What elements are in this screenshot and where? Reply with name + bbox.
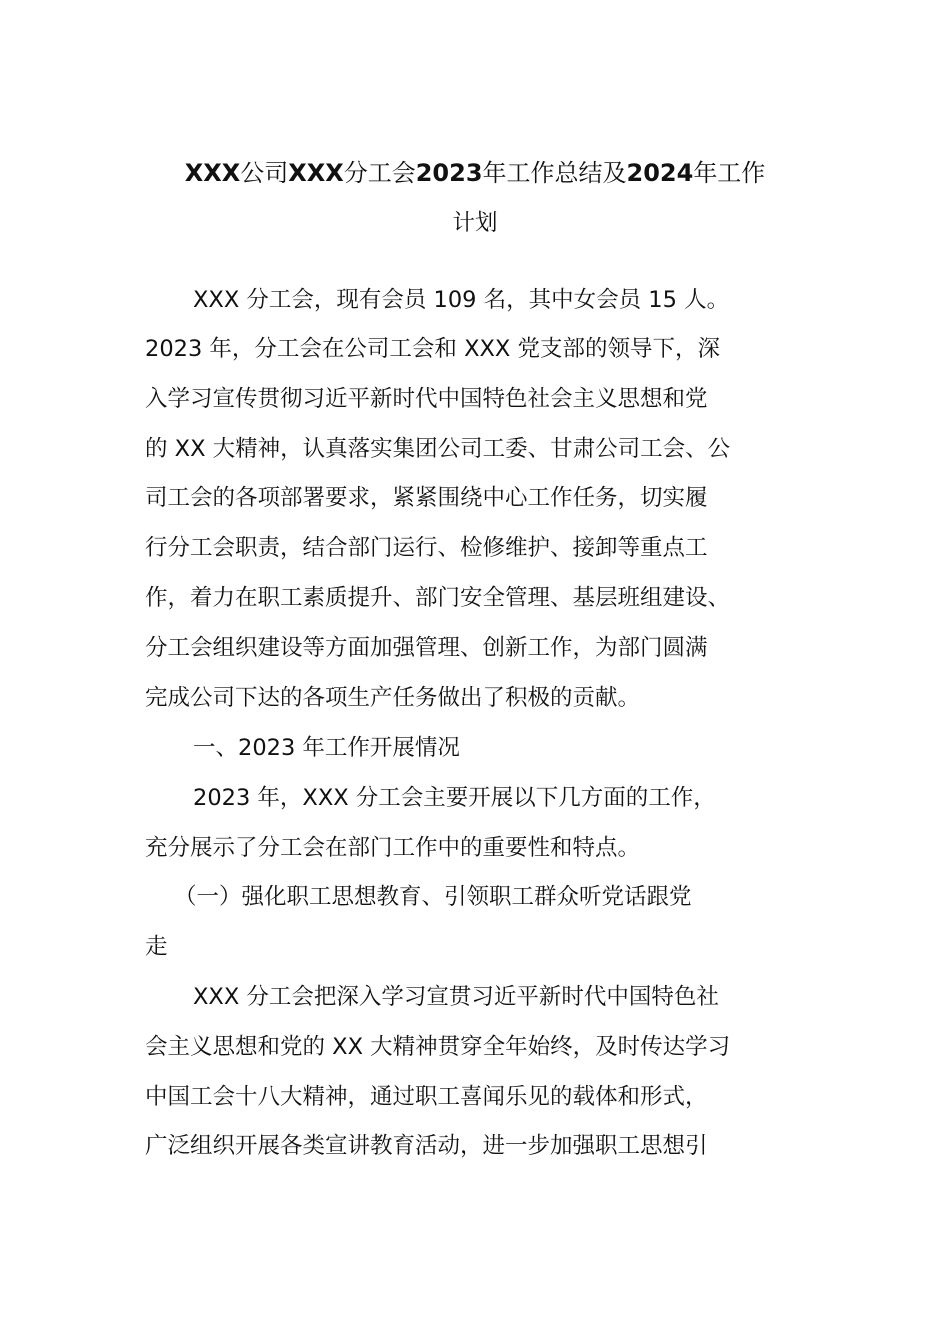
body-line: 充分展示了分工会在部门工作中的重要性和特点。	[145, 835, 641, 861]
body-line: 中国工会十八大精神，通过职工喜闻乐见的载体和形式，	[145, 1084, 708, 1110]
document-title-line-1: XXX公司XXX分工会2023年工作总结及2024年工作	[184, 159, 766, 187]
body-line: 广泛组织开展各类宣讲教育活动，进一步加强职工思想引	[145, 1133, 708, 1159]
body-line: XXX 分工会把深入学习宣贯习近平新时代中国特色社	[193, 984, 719, 1010]
subsection-heading-continued: 走	[145, 934, 168, 960]
body-line: 行分工会职责，结合部门运行、检修维护、接卸等重点工	[145, 535, 708, 561]
body-line: 2023 年，分工会在公司工会和 XXX 党支部的领导下，深	[145, 336, 720, 362]
body-line: XXX 分工会，现有会员 109 名，其中女会员 15 人。	[193, 287, 730, 313]
body-line: 作，着力在职工素质提升、部门安全管理、基层班组建设、	[145, 585, 731, 611]
body-line: 司工会的各项部署要求，紧紧围绕中心工作任务，切实履	[145, 485, 708, 511]
document-title-line-2: 计划	[452, 210, 498, 236]
section-heading: 一、2023 年工作开展情况	[193, 735, 460, 761]
body-line: 会主义思想和党的 XX 大精神贯穿全年始终，及时传达学习	[145, 1034, 731, 1060]
body-line: 2023 年，XXX 分工会主要开展以下几方面的工作，	[193, 785, 716, 811]
body-line: 入学习宣传贯彻习近平新时代中国特色社会主义思想和党	[145, 386, 708, 412]
body-line: 完成公司下达的各项生产任务做出了积极的贡献。	[145, 685, 641, 711]
subsection-heading: （一）强化职工思想教育、引领职工群众听党话跟党	[174, 884, 692, 910]
body-line: 的 XX 大精神，认真落实集团公司工委、甘肃公司工会、公	[145, 436, 731, 462]
body-line: 分工会组织建设等方面加强管理、创新工作，为部门圆满	[145, 635, 708, 661]
